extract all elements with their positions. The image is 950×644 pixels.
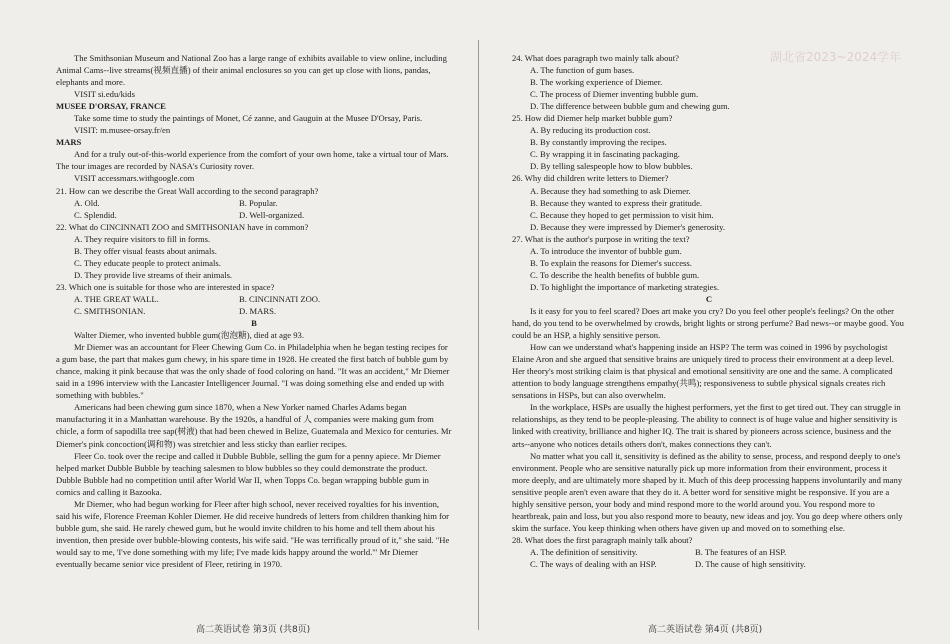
q21-option-a: A. Old. <box>74 197 100 208</box>
question-23: 23. Which one is suitable for those who are interested in space? <box>56 281 275 292</box>
passage-b-p4: Fleer Co. took over the recipe and called it Dubble Bubble, selling the gum for a penny apiece. Mr Diemer helped market Dubble Bubble by teaching salesmen to blow bubbles so they could demonstrate the product. Dubble Bubble had no competition until after World War II, when Topps Co. began wrapping bubble gum in comics and calling it Bazooka. <box>56 450 441 497</box>
left-column <box>56 52 452 570</box>
q23-option-d: D. MARS. <box>239 305 277 316</box>
q28-option-a: A. The definition of sensitivity. <box>530 546 638 557</box>
visit-smithsonian: VISIT si.edu/kids <box>74 89 135 100</box>
passage-b-p3: Americans had been chewing gum since 1870, when a New Yorker named Charles Adams began manufacturing it in a Manhattan warehouse. By the 1920s, a handful of 人 companies were making gum from chicle, a form of sapodilla tree sap(树液) that had been chewed in Belize, Guatemala and Mexico for centuries. Mr Diemer's pink concoction(调和物) was stretchier and less sticky than earlier recipes. <box>56 402 452 449</box>
q27-option-c: C. To describe the health benefits of bubble gum. <box>530 269 700 280</box>
q25-option-d: D. By telling salespeople how to blow bubbles. <box>530 161 693 172</box>
question-26: 26. Why did children write letters to Diemer? <box>512 173 669 184</box>
passage-c-p1: Is it easy for you to feel scared? Does art make you cry? Do you feel other people's feelings? On the other hand, do you tend to be overwhelmed by crowds, bright lights or strong perfume? Bad news--or maybe good. You could be an HSP, a highly sensitive person. <box>512 305 904 341</box>
q21-options-row1 <box>56 197 452 209</box>
mars-text: And for a truly out-of-this-world experience from the comfort of your own home, take a virtual tour of Mars. The tour images are recorded by NASA's Curiosity rover. <box>56 149 449 172</box>
q22-option-c: C. They educate people to protect animals. <box>74 257 221 268</box>
q21-options-row2 <box>56 209 452 221</box>
passage-b-p2: Mr Diemer was an accountant for Fleer Chewing Gum Co. in Philadelphia when he began testing recipes for a gum base, the part that makes gum chewy, in his spare time in 1928. He created the first batch of bubble gum by chance, making it pink because that was the only shade of food coloring on hand. "It was an accident," Mr Diemer said in a 1996 interview with the Lancaster Intelligencer Journal. "I was doing something else and ended up with something with bubbles." <box>56 342 450 401</box>
q23-options-row1 <box>56 293 452 305</box>
q23-option-c: C. SMITHSONIAN. <box>74 305 146 316</box>
q26-option-d: D. Because they were impressed by Diemer's generosity. <box>530 221 726 232</box>
question-22: 22. What do CINCINNATI ZOO and SMITHSONIAN have in common? <box>56 221 309 232</box>
q24-option-d: D. The difference between bubble gum and chewing gum. <box>530 101 730 112</box>
q25-option-b: B. By constantly improving the recipes. <box>530 137 667 148</box>
q26-option-a: A. Because they had something to ask Diemer. <box>530 185 691 196</box>
question-27: 27. What is the author's purpose in writing the text? <box>512 233 690 244</box>
q25-option-c: C. By wrapping it in fascinating packaging. <box>530 149 680 160</box>
column-divider <box>478 40 479 630</box>
question-21: 21. How can we describe the Great Wall according to the second paragraph? <box>56 185 319 196</box>
q27-option-d: D. To highlight the importance of marketing strategies. <box>530 281 719 292</box>
q26-option-b: B. Because they wanted to express their gratitude. <box>530 197 703 208</box>
q28-option-b: B. The features of an HSP. <box>695 546 787 557</box>
orsay-heading: MUSEE D'ORSAY, FRANCE <box>56 101 166 112</box>
q23-options-row2 <box>56 305 452 317</box>
q21-option-c: C. Splendid. <box>74 209 117 220</box>
q28-options-row1 <box>512 546 906 558</box>
q21-option-b: B. Popular. <box>239 197 278 208</box>
passage-b-p1: Walter Diemer, who invented bubble gum(泡泡糖), died at age 93. <box>74 330 304 341</box>
q22-option-b: B. They offer visual feasts about animals. <box>74 245 217 256</box>
page-footer-left: 高二英语试卷 第3页 (共8页) <box>196 625 311 635</box>
q27-option-a: A. To introduce the inventor of bubble gum. <box>530 245 682 256</box>
question-25: 25. How did Diemer help market bubble gum? <box>512 113 673 124</box>
q27-option-b: B. To explain the reasons for Diemer's success. <box>530 257 692 268</box>
passage-b-p5: Mr Diemer, who had begun working for Fleer after high school, never received royalties for his invention, said his wife, Florence Freeman Kohler Diemer. He did receive hundreds of letters from children thanking him for bubble gum, she said. He rarely chewed gum, but he would invite children to his home and tell them about his invention, then preside over bubble-blowing contests, his wife said. "He was terrifically proud of it," she said. "He would say to me, 'I've done something with my life; I've made kids happy around the world.'" Mr Diemer eventually became senior vice president of Fleer, retiring in 1970. <box>56 498 450 569</box>
visit-mars: VISIT accessmars.withgoogle.com <box>74 173 195 184</box>
section-b-heading: B <box>251 318 257 329</box>
q21-option-d: D. Well-organized. <box>239 209 305 220</box>
watermark: 湖北省2023~2024学年 <box>770 50 902 64</box>
q24-option-a: A. The function of gum bases. <box>530 65 635 76</box>
passage-c-p3: In the workplace, HSPs are usually the highest performers, yet the first to get tired out. They can struggle in relationships, as they tend to be people-pleasing. The ability to connect is of huge value and higher sensitivity is linked with creativity, brilliance and higher IQ. The trait is shared by pioneers across science, business and the arts--anyone who notices details others don't, makes connections they can't. <box>512 402 901 449</box>
visit-orsay: VISIT: m.musee-orsay.fr/en <box>74 125 171 136</box>
section-c-heading: C <box>705 293 713 304</box>
q24-option-c: C. The process of Diemer inventing bubble gum. <box>530 89 699 100</box>
orsay-text: Take some time to study the paintings of Monet, Cé zanne, and Gauguin at the Musee D'Orsay, Paris. <box>74 113 423 124</box>
q28-option-c: C. The ways of dealing with an HSP. <box>530 558 657 569</box>
q26-option-c: C. Because they hoped to get permission to visit him. <box>530 209 714 220</box>
q22-option-a: A. They require visitors to fill in forms. <box>74 233 211 244</box>
q24-option-b: B. The working experience of Diemer. <box>530 77 663 88</box>
q28-options-row2 <box>512 558 906 570</box>
mars-heading: MARS <box>56 137 82 148</box>
smithsonian-intro: The Smithsonian Museum and National Zoo has a large range of exhibits available to view online, including Animal Cams--live streams(视频直播) of their animal enclosures so you can get up close with lions, pandas, elephants and more. <box>56 53 447 88</box>
passage-c-p4: No matter what you call it, sensitivity is defined as the ability to sense, process, and respond deeply to one's environment. People who are sensitive naturally pick up more information from their environment, process it more deeply, and are ultimately more shaped by it. Much of this deep processing happens involuntarily and many sensitive people aren't even aware that they do it. A better word for sensitive might be responsive. If you are a highly sensitive person, your body and mind respond more to the world around you. You respond more to heartbreak, pain and loss, but you also respond more to beauty, new ideas and joy. You go deep where others only skim the surface. You keep thinking when others have given up and moved on to something else. <box>512 450 903 533</box>
q22-option-d: D. They provide live streams of their animals. <box>74 269 233 280</box>
page-footer-right: 高二英语试卷 第4页 (共8页) <box>648 625 763 635</box>
question-28: 28. What does the first paragraph mainly talk about? <box>512 534 693 545</box>
passage-c-p2: How can we understand what's happening inside an HSP? The term was coined in 1996 by psychologist Elaine Aron and she argued that sensitive brains are uniquely tired to process their environment at a deep level. Her theory's most striking claim is that physical and emotional sensitivity are one and the same. A complicated attention to body language strengthens empathy(共鸣); responsiveness to subtle physical signals creates rich sensations in HSPs, but can also overwhelm. <box>512 342 894 401</box>
right-column <box>512 52 906 570</box>
q25-option-a: A. By reducing its production cost. <box>530 125 651 136</box>
question-24: 24. What does paragraph two mainly talk about? <box>512 53 679 63</box>
q23-option-b: B. CINCINNATI ZOO. <box>239 293 321 304</box>
q28-option-d: D. The cause of high sensitivity. <box>695 558 806 569</box>
q23-option-a: A. THE GREAT WALL. <box>74 293 159 304</box>
